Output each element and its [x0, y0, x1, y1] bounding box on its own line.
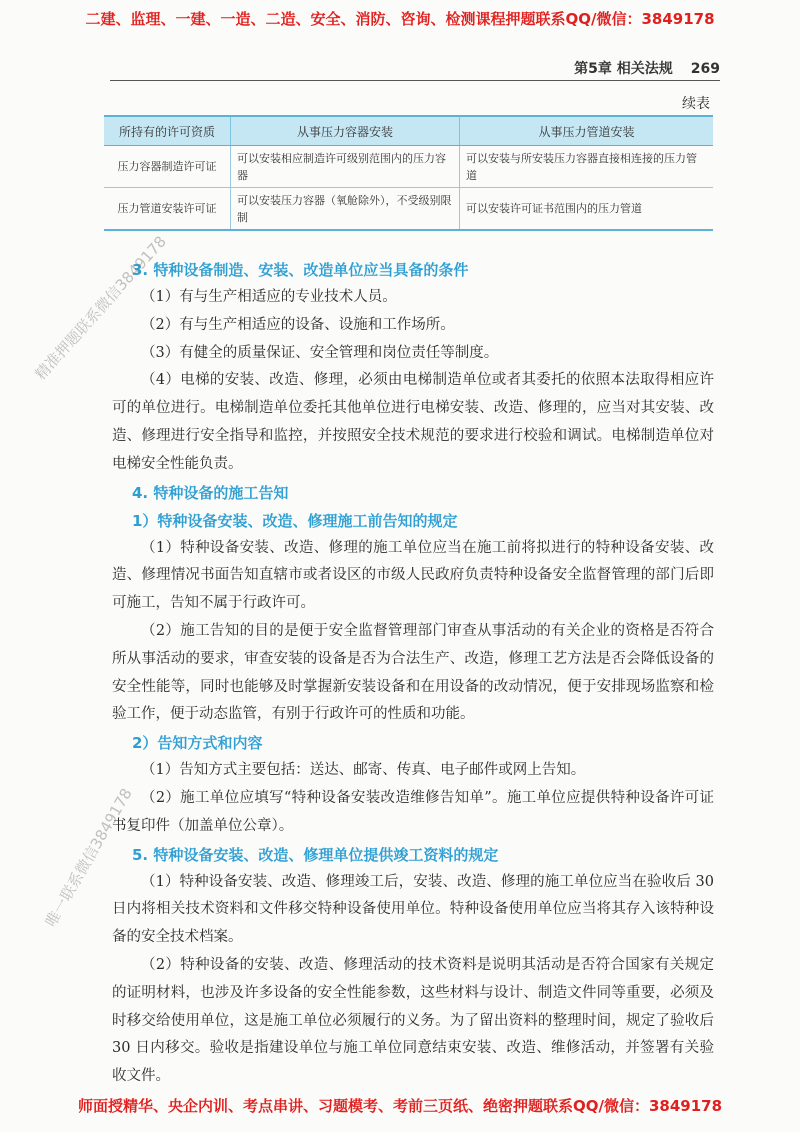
top-promo-banner: 二建、监理、一建、一造、二造、安全、消防、咨询、检测课程押题联系QQ/微信：3849178 [85, 10, 715, 28]
paragraph: （2）有与生产相适应的设备、设施和工作场所。 [141, 316, 455, 333]
bottom-promo-banner: 师面授精华、央企内训、考点串讲、习题模考、考前三页纸、绝密押题联系QQ/微信：3849178 [77, 1097, 723, 1115]
table-header-license: 所持有的许可资质 [104, 116, 231, 146]
table-cell: 压力容器制造许可证 [104, 146, 231, 188]
section-4-heading: 4. 特种设备的施工告知 [132, 483, 289, 502]
chapter-title: 第5章 相关法规 [574, 61, 673, 77]
paragraph: （1）特种设备安装、改造、修理竣工后，安装、改造、修理的施工单位应当在验收后 30 日内将相关技术资料和文件移交特种设备使用单位。特种设备使用单位应当将其存入该特种设备的安全技术档案。 [112, 873, 714, 946]
table-cell: 可以安装与所安装压力容器直接相连接的压力管道 [460, 146, 714, 188]
watermark-text: 精准押题联系微信3849178 [31, 232, 170, 384]
paragraph: （1）有与生产相适应的专业技术人员。 [141, 289, 397, 305]
paragraph: （3）有健全的质量保证、安全管理和岗位责任等制度。 [141, 344, 499, 361]
table-cell: 可以安装相应制造许可级别范围内的压力容器 [231, 146, 460, 188]
watermark-text: 唯一联系微信3849178 [41, 785, 136, 930]
table-row [104, 146, 713, 188]
section-4-2-heading: 2）告知方式和内容 [132, 734, 263, 753]
table-cell: 压力管道安装许可证 [104, 188, 231, 231]
page-number: 269 [690, 61, 720, 77]
header-rule [110, 80, 720, 81]
paragraph: （2）施工单位应填写“特种设备安装改造维修告知单”。施工单位应提供特种设备许可证书复印件（加盖单位公章）。 [112, 789, 714, 834]
paragraph: （4）电梯的安装、改造、修理，必须由电梯制造单位或者其委托的依照本法取得相应许可的单位进行。电梯制造单位委托其他单位进行电梯安装、改造、修理的，应当对其安装、改造、修理进行安全指导和监控，并按照安全技术规范的要求进行校验和调试。电梯制造单位对电梯安全性能负责。 [112, 372, 714, 472]
section-3-heading: 3. 特种设备制造、安装、改造单位应当具备的条件 [132, 261, 469, 279]
section-5-heading: 5. 特种设备安装、改造、修理单位提供竣工资料的规定 [132, 845, 499, 864]
paragraph: （1）特种设备安装、改造、修理的施工单位应当在施工前将拟进行的特种设备安装、改造、修理情况书面告知直辖市或者设区的市级人民政府负责特种设备安全监督管理的部门后即可施工，告知不属于行政许可。 [112, 539, 714, 612]
running-head [110, 58, 720, 78]
paragraph: （2）施工告知的目的是便于安全监督管理部门审查从事活动的有关企业的资格是否符合所从事活动的要求，审查安装的设备是否为合法生产、改造，修理工艺方法是否会降低设备的安全性能等，同时也能够及时掌握新安装设备和在用设备的改动情况，便于安排现场监察和检验工作，便于动态监管，有别于行政许可的性质和功能。 [112, 622, 714, 723]
table-cell: 可以安装压力容器（氧舱除外），不受级别限制 [231, 188, 460, 231]
section-4-1-heading: 1）特种设备安装、改造、修理施工前告知的规定 [132, 511, 458, 530]
table-continued-label: 续表 [682, 96, 710, 112]
table-header-row [104, 116, 713, 146]
table-row [104, 188, 713, 231]
license-table [104, 115, 713, 231]
body-content [112, 256, 714, 1091]
table-header-vessel: 从事压力容器安装 [231, 116, 460, 146]
paragraph: （1）告知方式主要包括：送达、邮寄、传真、电子邮件或网上告知。 [141, 762, 586, 779]
table-header-pipeline: 从事压力管道安装 [460, 116, 714, 146]
table-cell: 可以安装许可证书范围内的压力管道 [460, 188, 714, 231]
paragraph: （2）特种设备的安装、改造、修理活动的技术资料是说明其活动是否符合国家有关规定的证明材料，也涉及许多设备的安全性能参数，这些材料与设计、制造文件同等重要，必须及时移交给使用单位，这是施工单位必须履行的义务。为了留出资料的整理时间，规定了验收后 30 日内移交。验收是指建设单位与施工单位同意结束安装、改造、维修活动，并签署有关验收文件。 [112, 956, 714, 1085]
